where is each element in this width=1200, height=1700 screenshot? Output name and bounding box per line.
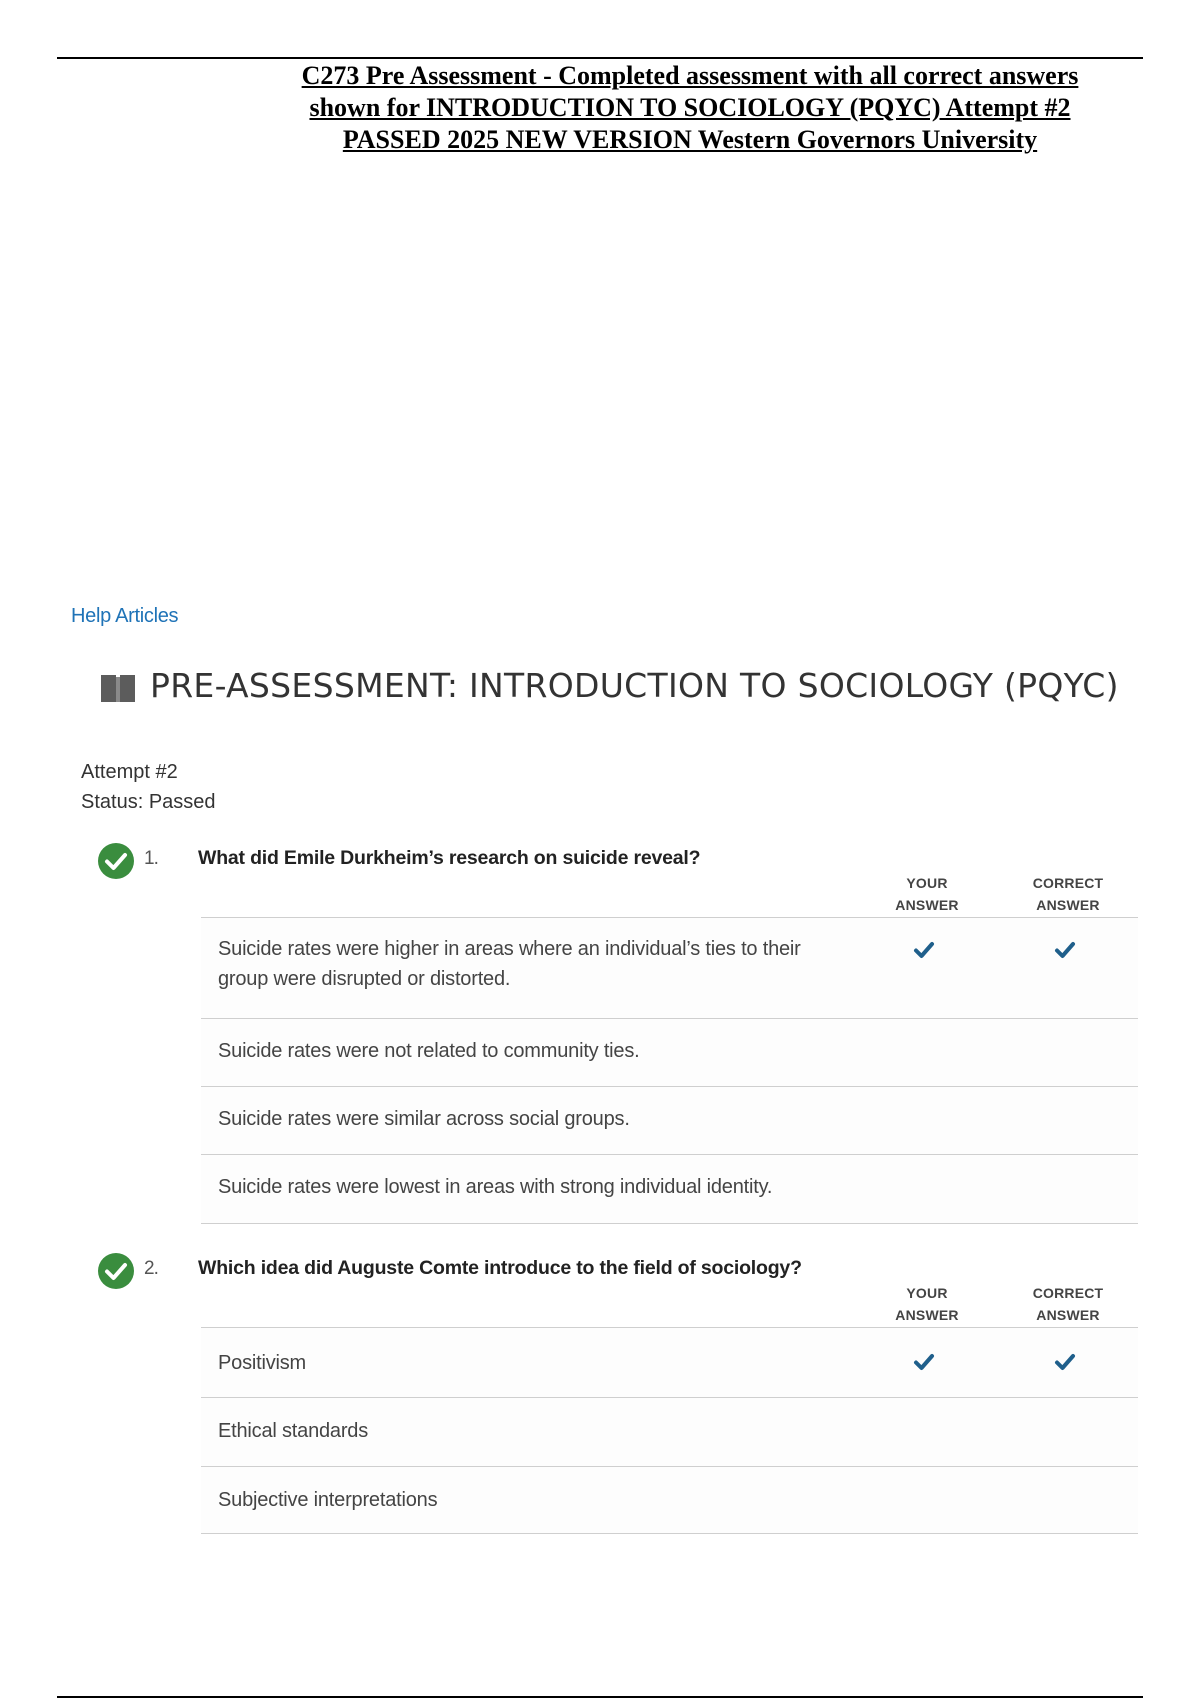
help-articles-link[interactable]: Help Articles	[71, 605, 179, 627]
answer-row	[201, 1019, 1138, 1087]
column-header-line: CORRECT	[1032, 1285, 1104, 1301]
question-text: Which idea did Auguste Comte introduce to the field of sociology?	[198, 1257, 802, 1279]
document-title-line: C273 Pre Assessment - Completed assessment with all correct answers	[301, 61, 1079, 90]
checkmark-icon	[913, 1352, 935, 1372]
document-title	[230, 60, 1150, 156]
attempt-number: Attempt #2	[81, 761, 178, 783]
answer-text: Positivism	[218, 1352, 307, 1374]
book-icon	[100, 672, 136, 704]
answer-row	[201, 1087, 1138, 1155]
answer-text: Subjective interpretations	[218, 1489, 438, 1511]
checkmark-icon	[913, 940, 935, 960]
checkmark-icon	[1054, 940, 1076, 960]
column-header-line: ANSWER	[895, 1307, 959, 1323]
page-title: PRE-ASSESSMENT: INTRODUCTION TO SOCIOLOGY (PQYC)	[150, 665, 1119, 705]
document-title-line: shown for INTRODUCTION TO SOCIOLOGY (PQYC) Attempt #2	[309, 93, 1071, 122]
checkmark-icon	[1054, 1352, 1076, 1372]
answer-text: Suicide rates were similar across social groups.	[218, 1108, 630, 1130]
top-rule	[57, 57, 1143, 59]
column-header-line: ANSWER	[895, 897, 959, 913]
page-heading	[100, 662, 1119, 708]
question-number: 1.	[144, 848, 158, 869]
column-header-line: YOUR	[906, 875, 948, 891]
answer-text: Suicide rates were lowest in areas with strong individual identity.	[218, 1176, 773, 1198]
correct-answer-column-header	[1008, 1282, 1128, 1326]
answer-row	[201, 1328, 1138, 1398]
column-header-line: YOUR	[906, 1285, 948, 1301]
answer-text: Suicide rates were not related to community ties.	[218, 1040, 640, 1062]
question-text: What did Emile Durkheim’s research on suicide reveal?	[198, 847, 701, 869]
answer-text: Ethical standards	[218, 1420, 369, 1442]
question-number: 2.	[144, 1258, 158, 1279]
answer-row	[201, 918, 1138, 1019]
answer-row	[201, 1155, 1138, 1224]
answer-row	[201, 1398, 1138, 1467]
attempt-status: Status: Passed	[81, 791, 216, 813]
answer-list	[201, 1327, 1138, 1534]
your-answer-column-header	[867, 872, 987, 916]
check-circle-icon	[97, 842, 135, 880]
column-header-line: ANSWER	[1036, 1307, 1100, 1323]
attempt-info	[81, 757, 216, 817]
check-circle-icon	[97, 1252, 135, 1290]
bottom-rule	[57, 1696, 1143, 1698]
correct-answer-column-header	[1008, 872, 1128, 916]
answer-row	[201, 1467, 1138, 1534]
answer-text: Suicide rates were higher in areas where an individual’s ties to their group were disrupted or distorted.	[218, 938, 801, 990]
answer-list	[201, 917, 1138, 1224]
column-header-line: ANSWER	[1036, 897, 1100, 913]
document-title-line: PASSED 2025 NEW VERSION Western Governors University	[342, 125, 1038, 154]
your-answer-column-header	[867, 1282, 987, 1326]
column-header-line: CORRECT	[1032, 875, 1104, 891]
